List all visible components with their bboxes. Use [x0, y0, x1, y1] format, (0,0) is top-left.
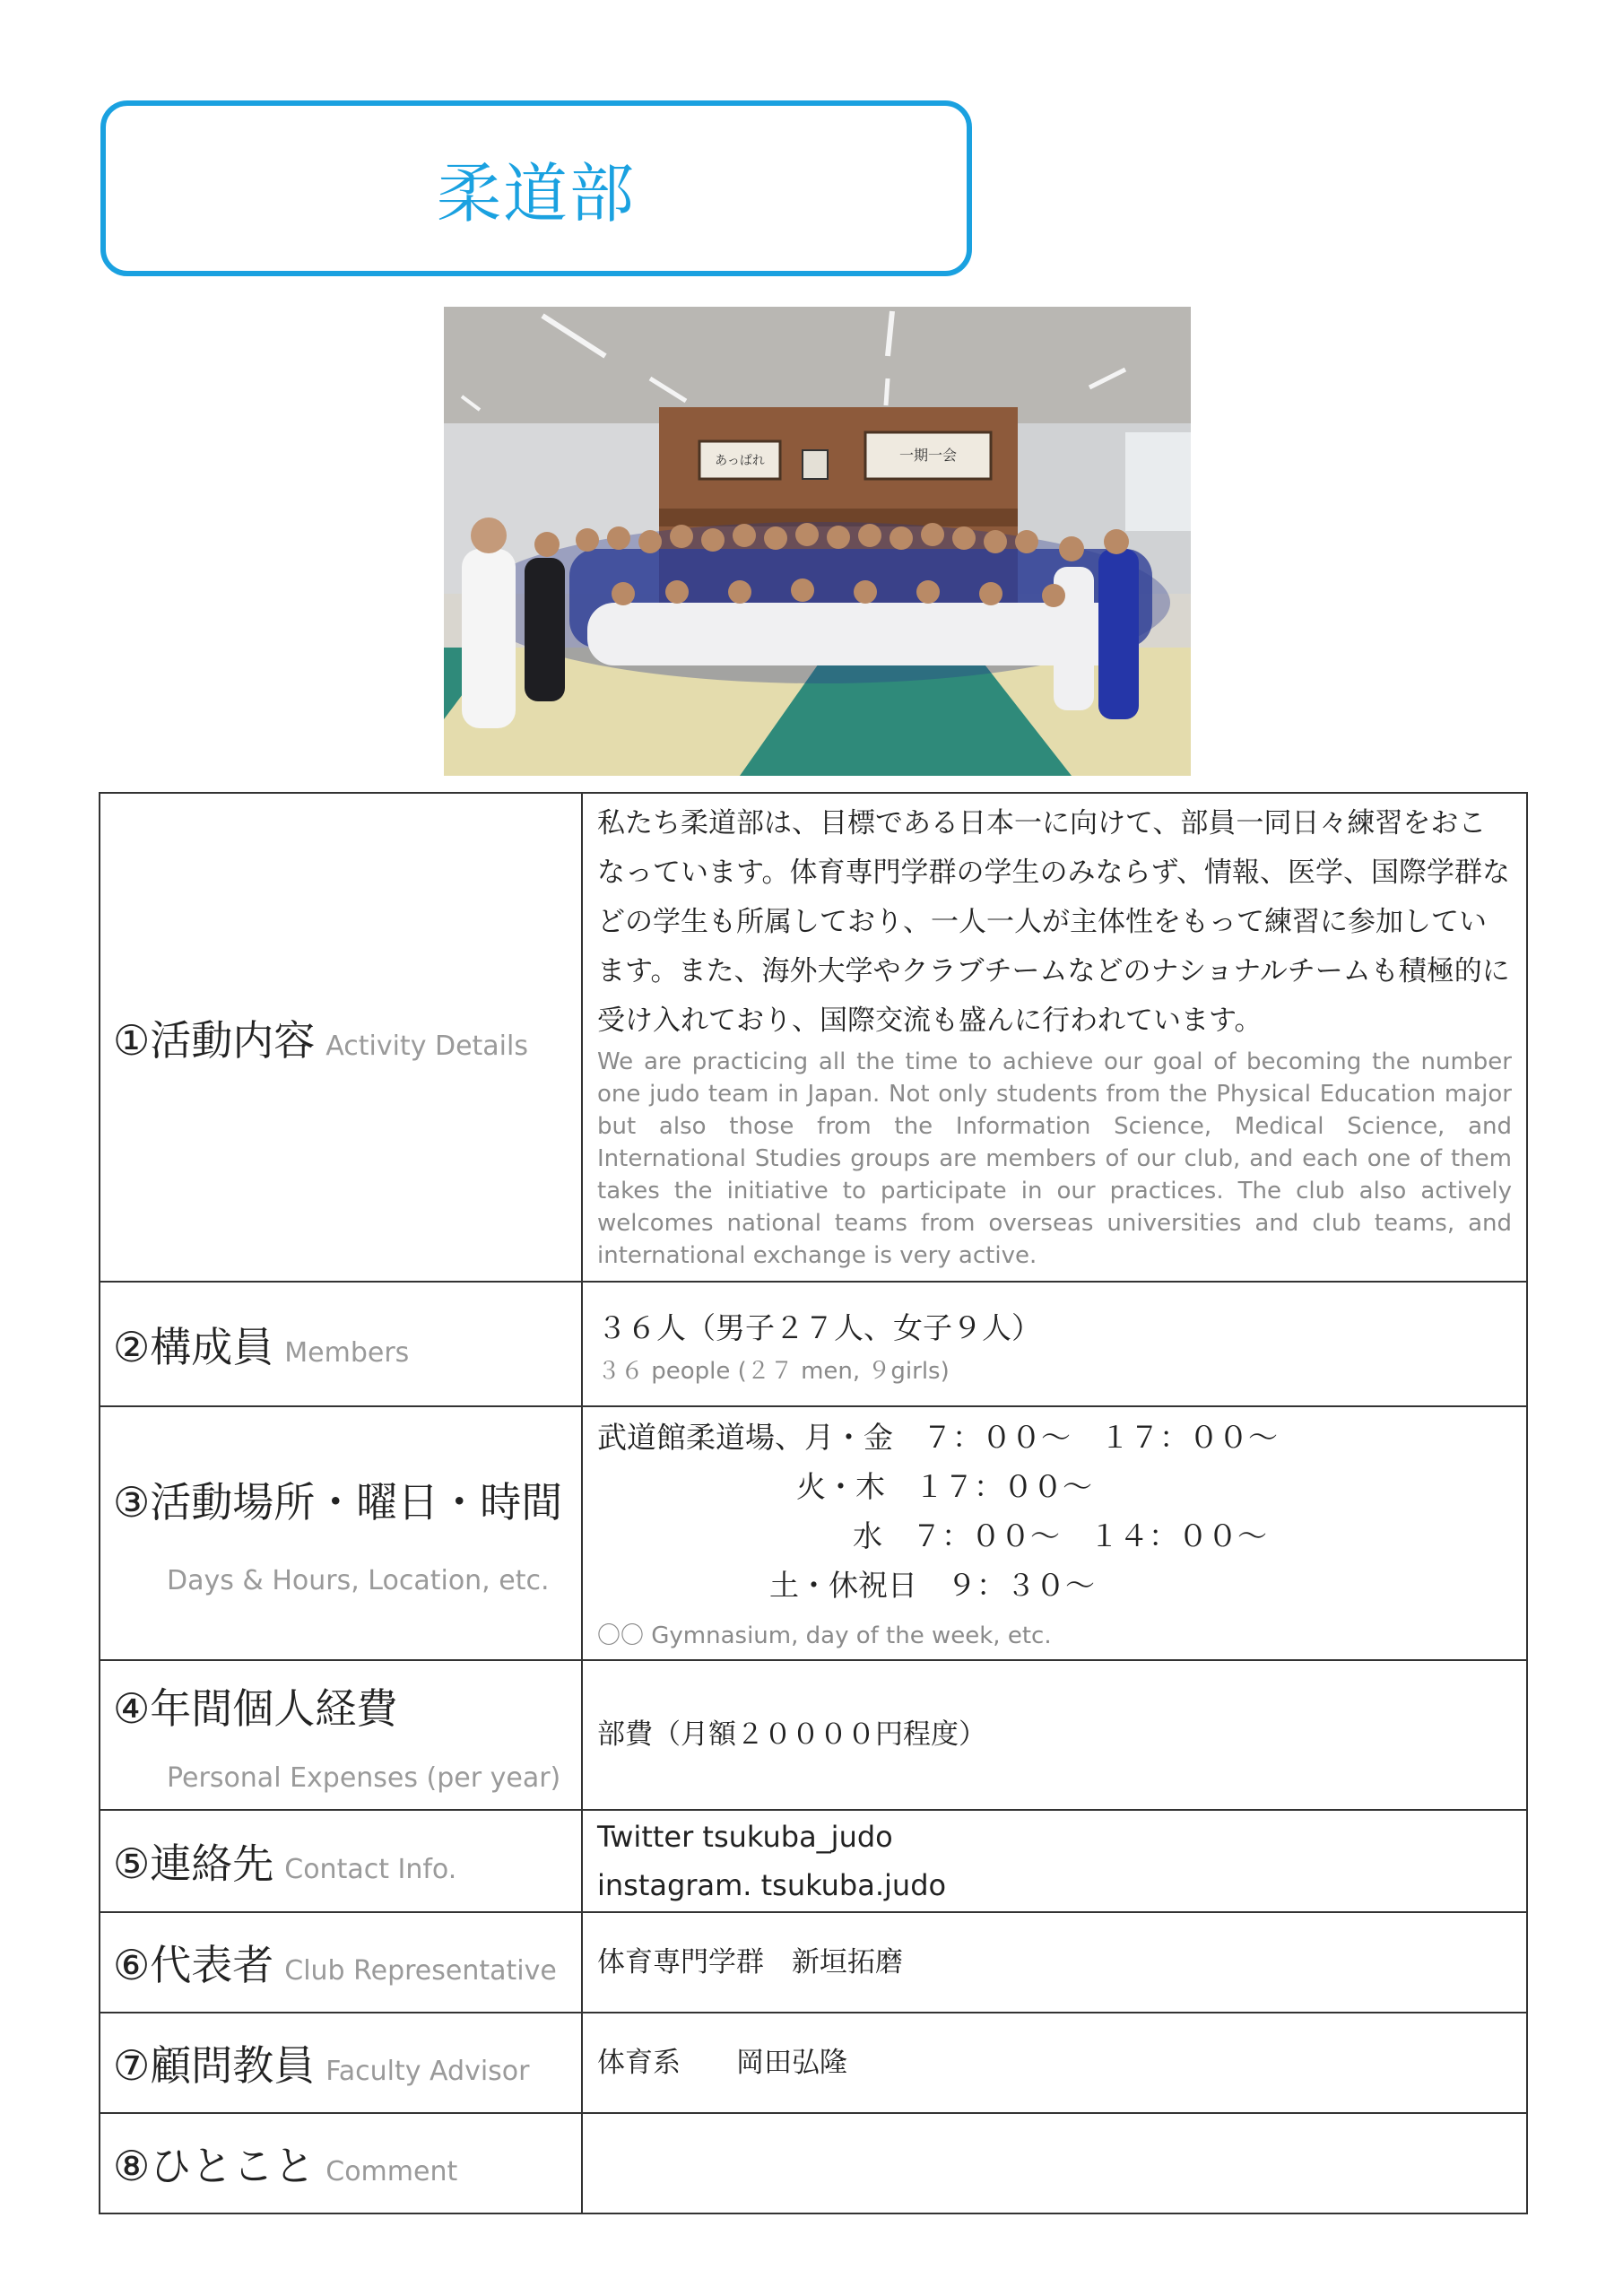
label-schedule: [100, 1406, 582, 1660]
row-representative: [100, 1912, 1527, 2013]
row-expenses: [100, 1660, 1527, 1810]
row-advisor: [100, 2013, 1527, 2113]
label-advisor: [100, 2013, 582, 2113]
label-comment: [100, 2113, 582, 2213]
value-members: [582, 1282, 1527, 1406]
members-en-text: ３６ people (２７ men, ９girls): [597, 1357, 950, 1385]
activity-jp-text: 私たち柔道部は、目標である日本一に向けて、部員一同日々練習をおこなっています。体育専門学群の学生のみならず、情報、医学、国際学群などの学生も所属しており、一人一人が主体性をもって練習に参加しています。また、海外大学やクラブチームなどのナショナルチームも積極的に受け入れており、国際交流も盛んに行われています。: [597, 807, 1511, 1037]
scroll-right-text: 一期一会: [898, 447, 958, 464]
row-schedule: [100, 1406, 1527, 1660]
value-schedule: [582, 1406, 1527, 1660]
label-contact-main: ⑤連絡先: [113, 1839, 274, 1888]
label-activity-main: ①活動内容: [113, 1015, 316, 1065]
schedule-line-1: 武道館柔道場、月・金 ７：００～ １７：００～: [597, 1420, 1278, 1455]
title-box: [100, 100, 972, 276]
value-contact: [582, 1810, 1527, 1912]
label-schedule-main: ③活動場所・曜日・時間: [113, 1478, 563, 1526]
label-comment-en: Comment: [325, 2156, 458, 2187]
schedule-line-4: 土・休祝日 ９：３０～: [769, 1568, 1095, 1603]
label-contact-en: Contact Info.: [284, 1854, 457, 1885]
representative-text: 体育専門学群 新垣拓磨: [597, 1945, 903, 1979]
label-expenses-main: ④年間個人経費: [113, 1684, 398, 1733]
value-comment: [582, 2113, 1527, 2213]
value-representative: [582, 1912, 1527, 2013]
label-representative-main: ⑥代表者: [113, 1941, 274, 1989]
schedule-en-text: 〇〇 Gymnasium, day of the week, etc.: [597, 1622, 1052, 1649]
row-members: [100, 1282, 1527, 1406]
label-schedule-en: Days & Hours, Location, etc.: [167, 1565, 550, 1596]
value-expenses: [582, 1660, 1527, 1810]
activity-en-text: We are practicing all the time to achieve our goal of becoming the number one judo team in Japan. Not only students from the Physical Education major but also those from the Information Science, Medical Science, and International Studies groups are members of our club, and each one of them takes the initiative to participate in our practices. The club also actively welcomes national teams from overseas universities and club teams, and international exchange is very active.: [597, 1048, 1512, 1269]
label-activity-en: Activity Details: [325, 1030, 528, 1062]
value-advisor: [582, 2013, 1527, 2113]
page-title: 柔道部: [436, 156, 636, 231]
row-activity: [100, 793, 1527, 1282]
team-photo-drawing: [444, 307, 1191, 776]
label-advisor-en: Faculty Advisor: [325, 2056, 530, 2087]
label-activity: [100, 793, 582, 1282]
contact-instagram: instagram. tsukuba.judo: [597, 1868, 947, 1902]
scroll-left-text: あっぱれ: [715, 454, 765, 468]
info-table: [99, 792, 1528, 2214]
label-representative: [100, 1912, 582, 2013]
label-members-main: ②構成員: [113, 1322, 274, 1371]
value-activity: [582, 793, 1527, 1282]
label-comment-main: ⑧ひとこと: [113, 2142, 316, 2190]
label-expenses: [100, 1660, 582, 1810]
advisor-text: 体育系 岡田弘隆: [597, 2046, 847, 2079]
contact-twitter: Twitter tsukuba_judo: [597, 1820, 893, 1854]
schedule-line-2: 火・木 １７：００～: [796, 1469, 1092, 1504]
label-representative-en: Club Representative: [284, 1955, 557, 1987]
row-contact: [100, 1810, 1527, 1912]
team-photo: [444, 307, 1191, 776]
row-comment: [100, 2113, 1527, 2213]
members-jp-text: ３６人（男子２７人、女子９人）: [597, 1309, 1041, 1345]
label-expenses-en: Personal Expenses (per year): [167, 1762, 561, 1794]
schedule-line-3: 水 ７：００～ １４：００～: [853, 1518, 1267, 1553]
label-members: [100, 1282, 582, 1406]
label-members-en: Members: [284, 1336, 410, 1369]
label-advisor-main: ⑦顧問教員: [113, 2041, 316, 2090]
expenses-jp-text: 部費（月額２００００円程度）: [597, 1718, 986, 1751]
label-contact: [100, 1810, 582, 1912]
